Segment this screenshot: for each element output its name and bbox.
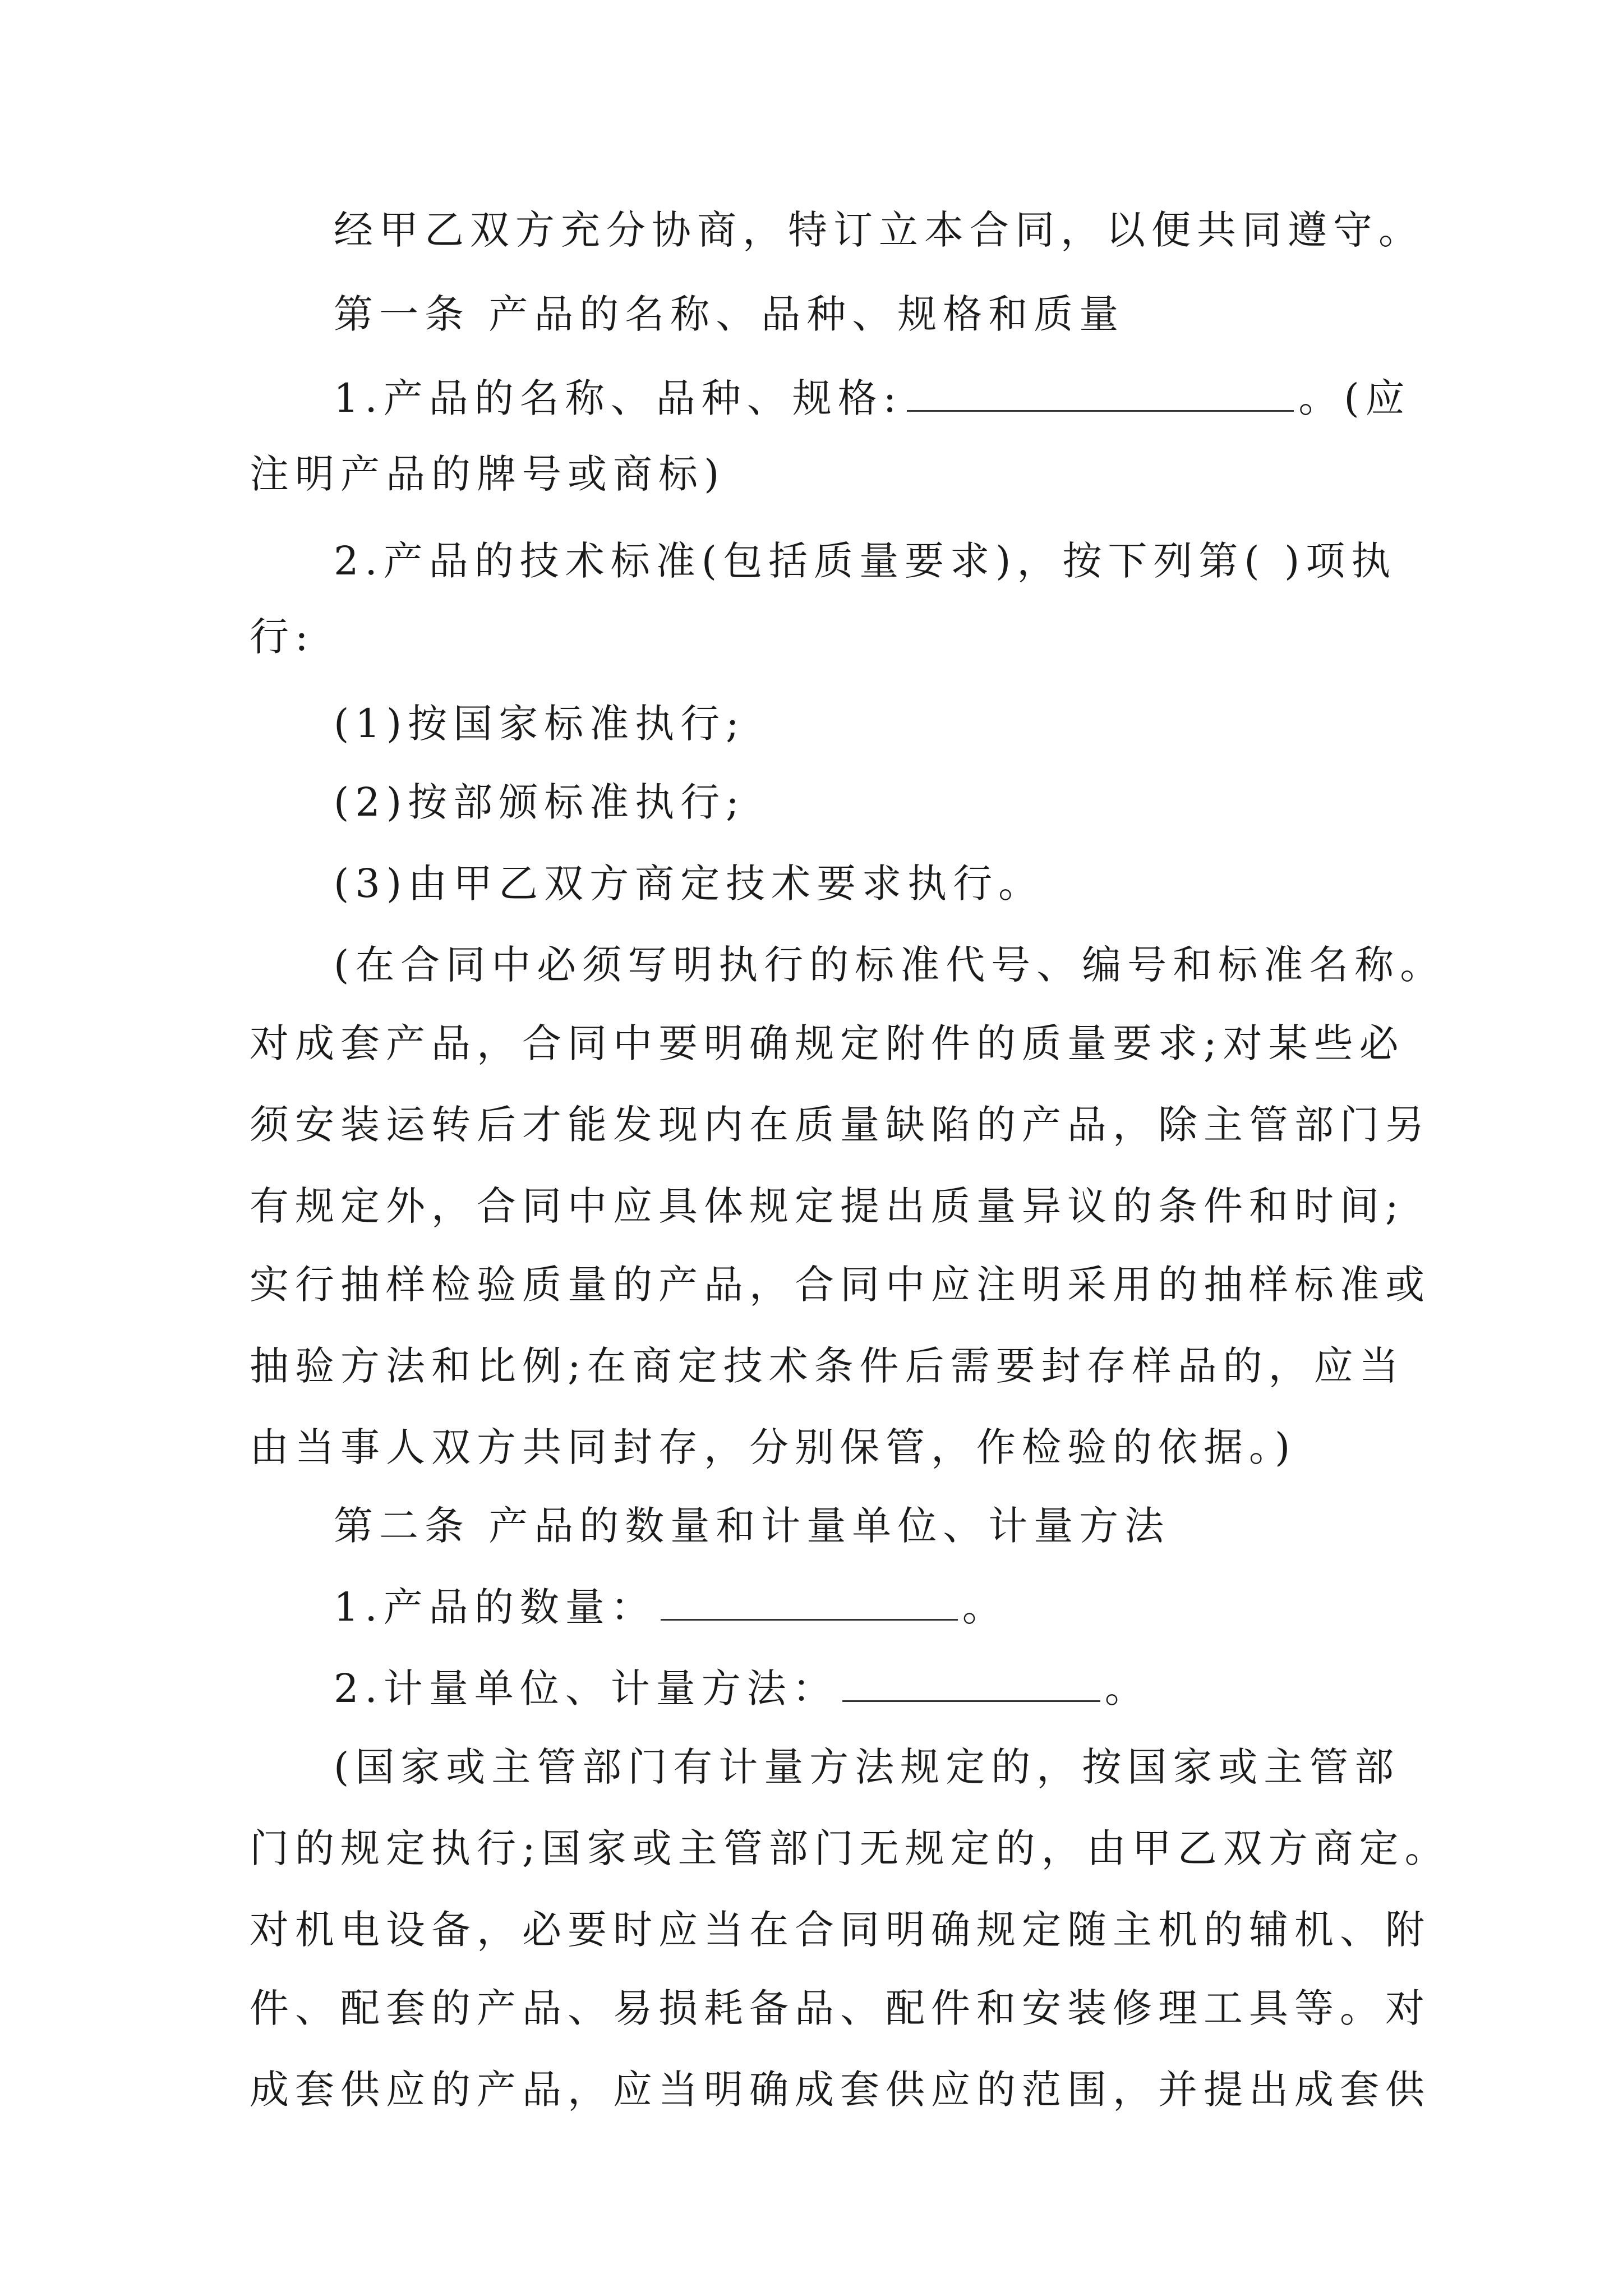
- item-1-1-label: 1.产品的名称、品种、规格:: [334, 375, 903, 421]
- option-2: (2)按部颁标准执行;: [334, 779, 745, 825]
- note-1-line-3: 须安装运转后才能发现内在质量缺陷的产品，除主管部门另: [250, 1102, 1431, 1148]
- item-2-2-label: 2.计量单位、计量方法：: [334, 1665, 838, 1711]
- note-2-line-5: 成套供应的产品，应当明确成套供应的范围，并提出成套供: [250, 2067, 1431, 2113]
- note-1-line-6: 抽验方法和比例;在商定技术条件后需要封存样品的，应当: [250, 1343, 1405, 1389]
- unit-method-blank: [842, 1665, 1100, 1702]
- item-1-1: [334, 373, 1411, 424]
- item-1-2: 2.产品的技术标准(包括质量要求)，按下列第( )项执: [334, 538, 1397, 584]
- note-1-line-5: 实行抽样检验质量的产品，合同中应注明采用的抽样标准或: [250, 1262, 1431, 1308]
- item-2-2-suffix: 。: [1104, 1665, 1150, 1711]
- item-1-1-suffix: 。(应: [1298, 375, 1411, 421]
- item-1-1-continuation: 注明产品的牌号或商标): [250, 451, 726, 497]
- note-2-line-2: 门的规定执行;国家或主管部门无规定的，由甲乙双方商定。: [250, 1825, 1450, 1871]
- product-name-blank: [907, 375, 1294, 412]
- item-2-1: [334, 1582, 1008, 1632]
- note-1-line-1: (在合同中必须写明执行的标准代号、编号和标准名称。: [334, 942, 1446, 988]
- note-2-line-4: 件、配套的产品、易损耗备品、配件和安装修理工具等。对: [250, 1985, 1431, 2031]
- option-1: (1)按国家标准执行;: [334, 701, 745, 747]
- note-1-line-7: 由当事人双方共同封存，分别保管，作检验的依据。): [250, 1424, 1297, 1470]
- option-3: (3)由甲乙双方商定技术要求执行。: [334, 861, 1044, 907]
- item-2-1-suffix: 。: [962, 1584, 1008, 1630]
- note-1-line-4: 有规定外，合同中应具体规定提出质量异议的条件和时间;: [250, 1183, 1405, 1229]
- article-2-heading: 第二条 产品的数量和计量单位、计量方法: [334, 1503, 1170, 1549]
- item-2-1-label: 1.产品的数量：: [334, 1584, 656, 1630]
- article-1-heading: 第一条 产品的名称、品种、规格和质量: [334, 291, 1125, 337]
- paragraph-intro: 经甲乙双方充分协商，特订立本合同，以便共同遵守。: [334, 207, 1424, 253]
- quantity-blank: [661, 1584, 958, 1621]
- note-2-line-1: (国家或主管部门有计量方法规定的，按国家或主管部: [334, 1744, 1400, 1790]
- note-1-line-2: 对成套产品，合同中要明确规定附件的质量要求;对某些必: [250, 1020, 1405, 1066]
- note-2-line-3: 对机电设备，必要时应当在合同明确规定随主机的辅机、附: [250, 1907, 1431, 1953]
- item-1-2-continuation: 行:: [250, 614, 315, 660]
- item-2-2: [334, 1663, 1150, 1714]
